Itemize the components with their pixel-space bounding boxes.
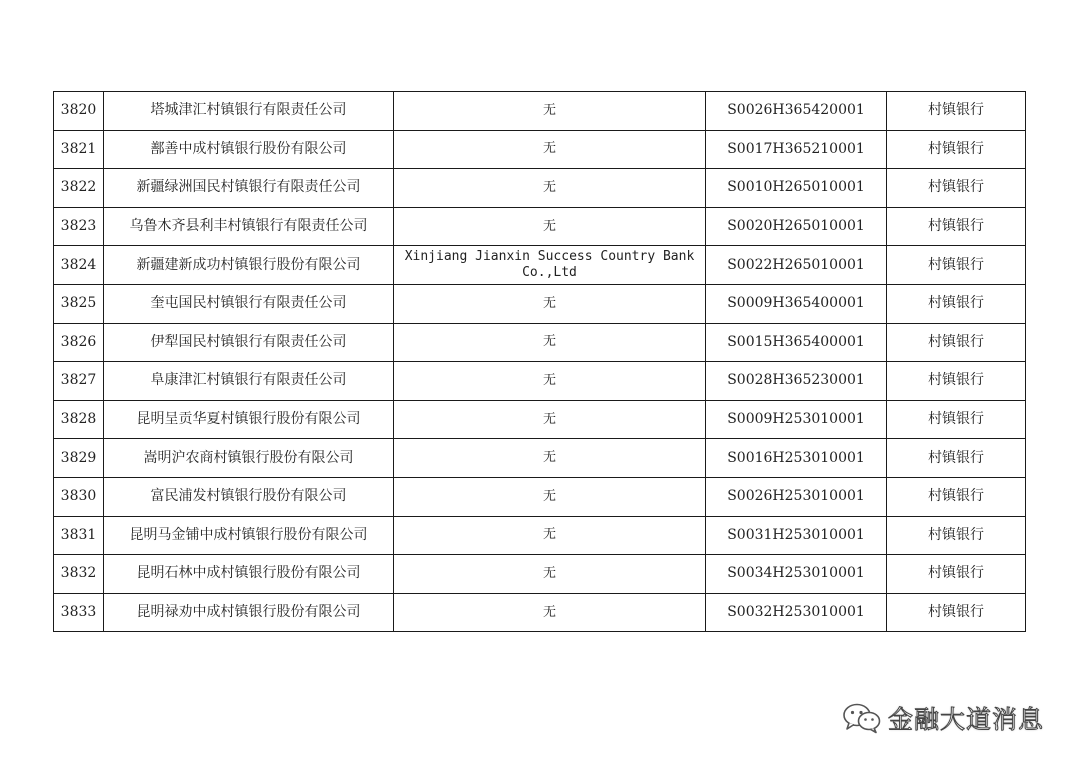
cell-institution-code: S0017H365210001 xyxy=(706,130,887,169)
cell-institution-type: 村镇银行 xyxy=(887,362,1026,401)
cell-row-number: 3821 xyxy=(54,130,104,169)
cell-row-number: 3824 xyxy=(54,246,104,285)
cell-bank-name-cn: 昆明禄劝中成村镇银行股份有限公司 xyxy=(104,593,394,632)
cell-institution-type: 村镇银行 xyxy=(887,169,1026,208)
table-row xyxy=(54,323,1026,362)
table-row xyxy=(54,92,1026,131)
cell-institution-code: S0026H253010001 xyxy=(706,477,887,516)
watermark xyxy=(842,700,1044,736)
cell-bank-name-cn: 昆明石林中成村镇银行股份有限公司 xyxy=(104,555,394,594)
cell-institution-code: S0034H253010001 xyxy=(706,555,887,594)
cell-bank-name-cn: 昆明呈贡华夏村镇银行股份有限公司 xyxy=(104,400,394,439)
cell-bank-name-en: 无 xyxy=(394,516,706,555)
table-row xyxy=(54,362,1026,401)
cell-bank-name-en: 无 xyxy=(394,284,706,323)
cell-row-number: 3828 xyxy=(54,400,104,439)
cell-institution-code: S0010H265010001 xyxy=(706,169,887,208)
cell-institution-type: 村镇银行 xyxy=(887,323,1026,362)
table-row xyxy=(54,555,1026,594)
cell-row-number: 3833 xyxy=(54,593,104,632)
cell-bank-name-en: 无 xyxy=(394,207,706,246)
cell-bank-name-en: 无 xyxy=(394,477,706,516)
cell-row-number: 3825 xyxy=(54,284,104,323)
cell-institution-code: S0015H365400001 xyxy=(706,323,887,362)
table-row xyxy=(54,439,1026,478)
cell-institution-type: 村镇银行 xyxy=(887,400,1026,439)
cell-row-number: 3831 xyxy=(54,516,104,555)
cell-bank-name-cn: 富民浦发村镇银行股份有限公司 xyxy=(104,477,394,516)
cell-bank-name-en: 无 xyxy=(394,439,706,478)
table-body xyxy=(54,92,1026,632)
cell-row-number: 3823 xyxy=(54,207,104,246)
cell-bank-name-en: 无 xyxy=(394,92,706,131)
cell-institution-code: S0031H253010001 xyxy=(706,516,887,555)
cell-row-number: 3820 xyxy=(54,92,104,131)
cell-institution-type: 村镇银行 xyxy=(887,207,1026,246)
cell-institution-code: S0022H265010001 xyxy=(706,246,887,285)
cell-row-number: 3832 xyxy=(54,555,104,594)
table-row xyxy=(54,169,1026,208)
cell-bank-name-en: 无 xyxy=(394,362,706,401)
cell-institution-type: 村镇银行 xyxy=(887,130,1026,169)
cell-institution-type: 村镇银行 xyxy=(887,246,1026,285)
cell-bank-name-cn: 乌鲁木齐县利丰村镇银行有限责任公司 xyxy=(104,207,394,246)
cell-institution-code: S0009H253010001 xyxy=(706,400,887,439)
cell-institution-code: S0016H253010001 xyxy=(706,439,887,478)
cell-bank-name-cn: 新疆绿洲国民村镇银行有限责任公司 xyxy=(104,169,394,208)
cell-bank-name-cn: 奎屯国民村镇银行有限责任公司 xyxy=(104,284,394,323)
table-row xyxy=(54,477,1026,516)
cell-bank-name-en: 无 xyxy=(394,169,706,208)
cell-bank-name-en: 无 xyxy=(394,555,706,594)
cell-bank-name-cn: 塔城津汇村镇银行有限责任公司 xyxy=(104,92,394,131)
cell-institution-type: 村镇银行 xyxy=(887,516,1026,555)
table-row xyxy=(54,284,1026,323)
cell-institution-type: 村镇银行 xyxy=(887,593,1026,632)
cell-institution-type: 村镇银行 xyxy=(887,439,1026,478)
cell-institution-type: 村镇银行 xyxy=(887,92,1026,131)
cell-institution-type: 村镇银行 xyxy=(887,284,1026,323)
cell-institution-type: 村镇银行 xyxy=(887,555,1026,594)
table-row xyxy=(54,207,1026,246)
cell-bank-name-en: 无 xyxy=(394,130,706,169)
cell-row-number: 3826 xyxy=(54,323,104,362)
cell-institution-code: S0009H365400001 xyxy=(706,284,887,323)
cell-bank-name-en: 无 xyxy=(394,400,706,439)
cell-bank-name-cn: 鄯善中成村镇银行股份有限公司 xyxy=(104,130,394,169)
table-row xyxy=(54,246,1026,285)
cell-row-number: 3830 xyxy=(54,477,104,516)
cell-bank-name-cn: 阜康津汇村镇银行有限责任公司 xyxy=(104,362,394,401)
table-row xyxy=(54,400,1026,439)
cell-institution-type: 村镇银行 xyxy=(887,477,1026,516)
cell-row-number: 3822 xyxy=(54,169,104,208)
table-row xyxy=(54,130,1026,169)
cell-bank-name-cn: 昆明马金铺中成村镇银行股份有限公司 xyxy=(104,516,394,555)
cell-bank-name-en: 无 xyxy=(394,323,706,362)
cell-institution-code: S0020H265010001 xyxy=(706,207,887,246)
cell-bank-name-cn: 伊犁国民村镇银行有限责任公司 xyxy=(104,323,394,362)
cell-bank-name-en: Xinjiang Jianxin Success Country Bank Co.,Ltd xyxy=(394,246,706,285)
cell-bank-name-en: 无 xyxy=(394,593,706,632)
cell-row-number: 3829 xyxy=(54,439,104,478)
cell-row-number: 3827 xyxy=(54,362,104,401)
wechat-icon xyxy=(842,702,882,734)
watermark-text: 金融大道消息 xyxy=(887,705,1044,734)
cell-institution-code: S0026H365420001 xyxy=(706,92,887,131)
bank-list-table xyxy=(53,91,1026,632)
cell-bank-name-cn: 新疆建新成功村镇银行股份有限公司 xyxy=(104,246,394,285)
cell-institution-code: S0032H253010001 xyxy=(706,593,887,632)
cell-institution-code: S0028H365230001 xyxy=(706,362,887,401)
cell-bank-name-cn: 嵩明沪农商村镇银行股份有限公司 xyxy=(104,439,394,478)
table-row xyxy=(54,593,1026,632)
table-row xyxy=(54,516,1026,555)
